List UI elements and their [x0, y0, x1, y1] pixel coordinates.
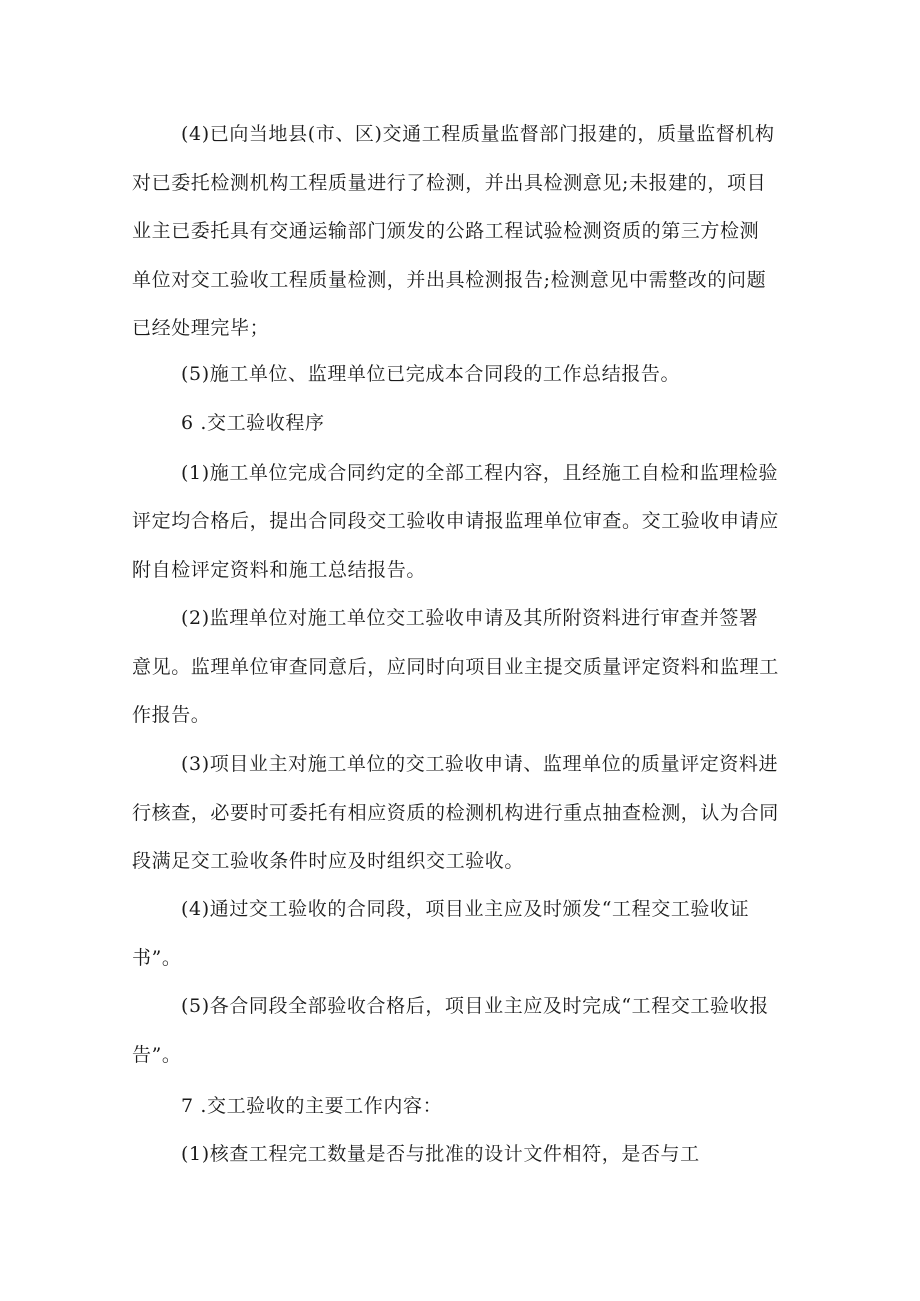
- text-line: (3)项目业主对施工单位的交工验收申请、监理单位的质量评定资料进: [181, 753, 779, 775]
- text-line: 业主已委托具有交通运输部门颁发的公路工程试验检测资质的第三方检测: [132, 220, 760, 242]
- text-line: (1)施工单位完成合同约定的全部工程内容，且经施工自检和监理检验: [181, 462, 779, 484]
- text-line: 单位对交工验收工程质量检测，并出具检测报告;检测意见中需整改的问题: [132, 269, 767, 291]
- text-line: (2)监理单位对施工单位交工验收申请及其所附资料进行审查并签署: [181, 607, 759, 629]
- text-line: 段满足交工验收条件时应及时组织交工验收。: [132, 850, 525, 872]
- text-line: 行核查，必要时可委托有相应资质的检测机构进行重点抽查检测，认为合同: [132, 802, 779, 824]
- text-line: 书”。: [132, 947, 182, 969]
- text-line: (4)已向当地县(市、区)交通工程质量监督部门报建的，质量监督机构: [181, 123, 775, 145]
- text-line: 附自检评定资料和施工总结报告。: [132, 559, 427, 581]
- text-line: (1)核查工程完工数量是否与批准的设计文件相符，是否与工: [181, 1143, 700, 1165]
- text-line: (4)通过交工验收的合同段，项目业主应及时颁发“工程交工验收证: [181, 898, 750, 920]
- text-line: 意见。监理单位审查同意后，应同时向项目业主提交质量评定资料和监理工: [132, 656, 779, 678]
- text-line: 作报告。: [132, 704, 211, 726]
- text-line: (5)各合同段全部验收合格后，项目业主应及时完成“工程交工验收报: [181, 995, 769, 1017]
- section-heading: 6 .交工验收程序: [181, 412, 325, 434]
- text-line: (5)施工单位、监理单位已完成本合同段的工作总结报告。: [181, 363, 681, 385]
- text-line: 评定均合格后，提出合同段交工验收申请报监理单位审查。交工验收申请应: [132, 510, 779, 532]
- text-line: 已经处理完毕；: [132, 317, 270, 339]
- text-line: 对已委托检测机构工程质量进行了检测，并出具检测意见;未报建的，项目: [132, 172, 767, 194]
- section-heading: 7 .交工验收的主要工作内容：: [181, 1095, 443, 1117]
- text-line: 告”。: [132, 1044, 182, 1066]
